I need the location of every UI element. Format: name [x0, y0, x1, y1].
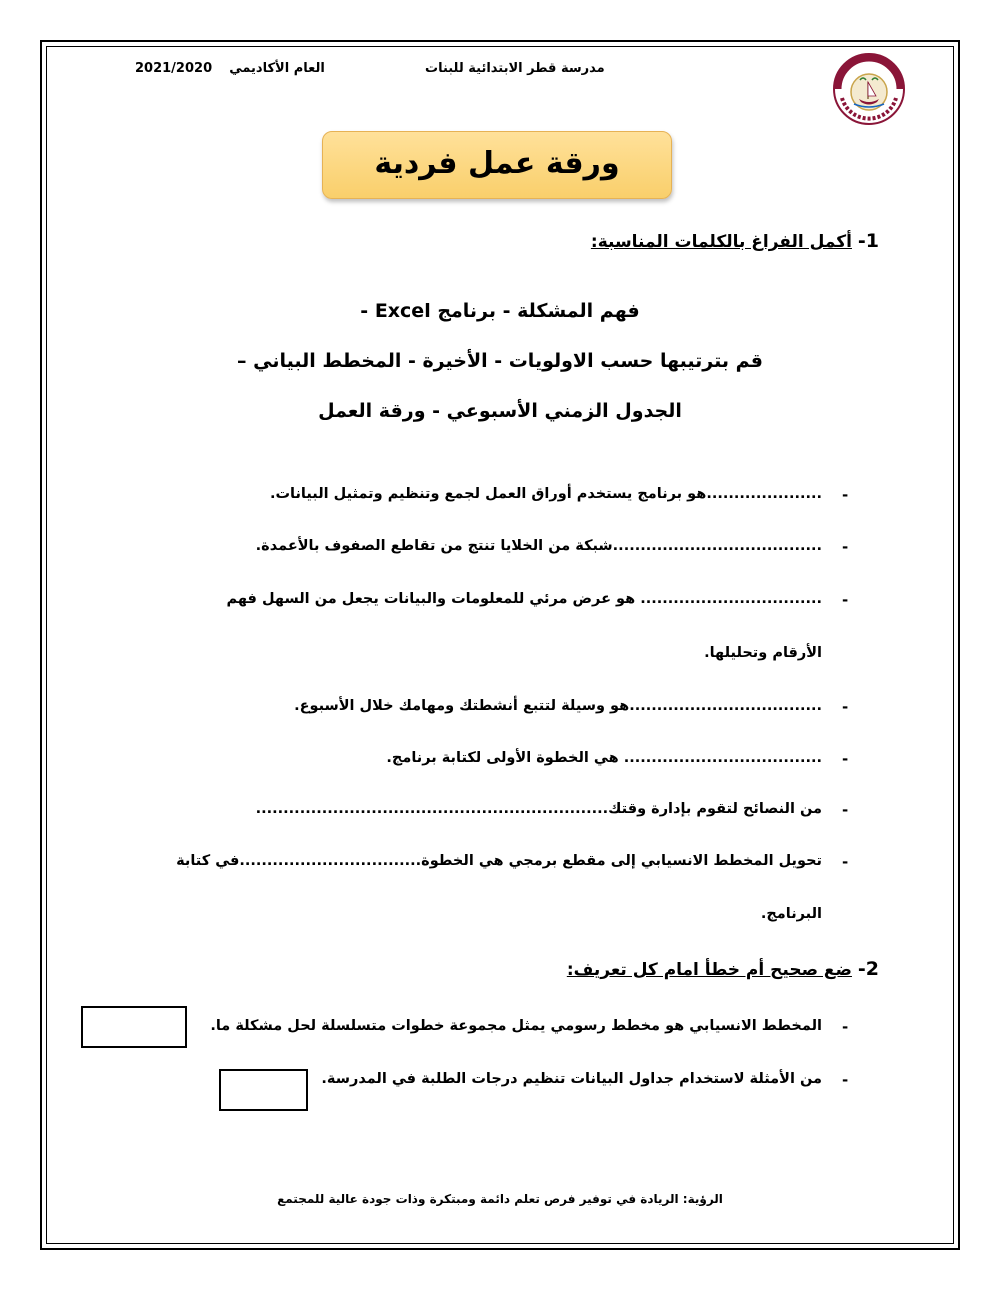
list-bullet: -: [842, 538, 849, 556]
fill-blank-item: ................................. هو عرض مرئي للمعلومات والبيانات يجعل من السهل فهم: [226, 591, 822, 607]
section1-number: 1-: [857, 230, 879, 252]
academic-year-value: 2021/2020: [135, 61, 213, 76]
true-false-item: المخطط الانسيابي هو مخطط رسومي يمثل مجموعة خطوات متسلسلة لحل مشكلة ما.: [210, 1018, 822, 1034]
fill-blank-item: .................................... هي الخطوة الأولى لكتابة برنامج.: [386, 750, 822, 766]
word-bank-line-3: الجدول الزمني الأسبوعي - ورقة العمل: [318, 400, 682, 422]
list-bullet: -: [842, 486, 849, 504]
word-bank-line-1: فهم المشكلة - برنامج Excel -: [360, 300, 640, 322]
school-name: مدرسة قطر الابتدائية للبنات: [425, 61, 605, 76]
section1-heading-text: أكمل الفراغ بالكلمات المناسبة:: [590, 232, 852, 252]
worksheet-title: ورقة عمل فردية: [322, 131, 672, 199]
answer-box[interactable]: [219, 1069, 308, 1111]
section2-heading-text: ضع صحيح أم خطأ امام كل تعريف:: [566, 960, 852, 980]
list-bullet: -: [842, 591, 849, 609]
list-bullet: -: [842, 698, 849, 716]
fill-blank-item: تحويل المخطط الانسيابي إلى مقطع برمجي هي الخطوة.................................في كتابة: [176, 853, 822, 869]
academic-year: [135, 61, 325, 76]
fill-blank-item: ......................................شبكة من الخلايا تنتج من تقاطع الصفوف بالأعمدة.: [255, 538, 822, 554]
list-bullet: -: [842, 1018, 849, 1036]
list-bullet: -: [842, 750, 849, 768]
fill-blank-item-continuation: الأرقام وتحليلها.: [704, 645, 822, 661]
fill-blank-item: .....................هو برنامج يستخدم أوراق العمل لجمع وتنظيم وتمثيل البيانات.: [269, 486, 822, 502]
list-bullet: -: [842, 853, 849, 871]
fill-blank-item-continuation: البرنامج.: [760, 906, 822, 922]
list-bullet: -: [842, 1071, 849, 1089]
vision-footer: الرؤية: الريادة في توفير فرص تعلم دائمة ومبتكرة وذات جودة عالية للمجتمع: [277, 1192, 723, 1206]
fill-blank-item: من النصائح لتقوم بإدارة وقتك................................................................: [255, 801, 822, 817]
qatar-ministry-emblem-icon: [832, 52, 906, 126]
academic-year-label: العام الأكاديمي: [229, 61, 325, 76]
word-bank-line-2: قم بترتيبها حسب الاولويات - الأخيرة - المخطط البياني –: [237, 350, 763, 372]
answer-box[interactable]: [81, 1006, 187, 1048]
section1-heading: [591, 230, 879, 252]
true-false-item: من الأمثلة لاستخدام جداول البيانات تنظيم درجات الطلبة في المدرسة.: [321, 1071, 822, 1087]
list-bullet: -: [842, 801, 849, 819]
section2-number: 2-: [857, 958, 879, 980]
fill-blank-item: ...................................هو وسيلة لتتبع أنشطتك ومهامك خلال الأسبوع.: [294, 698, 822, 714]
section2-heading: [567, 958, 879, 980]
